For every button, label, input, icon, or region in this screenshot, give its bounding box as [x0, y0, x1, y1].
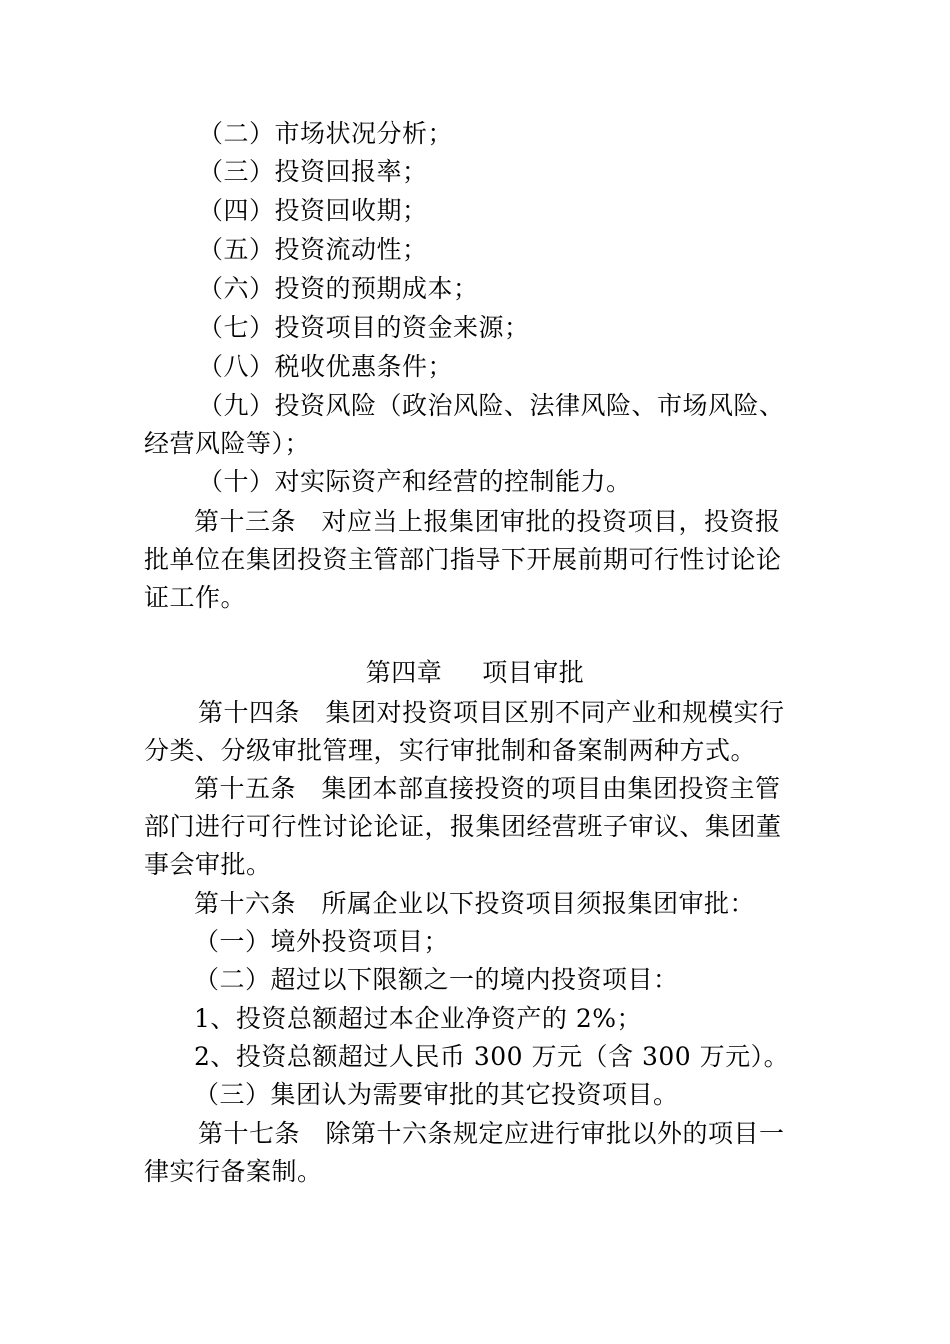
- list-item: 2、投资总额超过人民币 300 万元（含 300 万元）。: [194, 1042, 790, 1071]
- article-13-line-3: 证工作。: [144, 583, 247, 612]
- article-15-line-3: 事会审批。: [144, 850, 272, 879]
- article-14: 第十四条 集团对投资项目区别不同产业和规模实行: [198, 698, 785, 727]
- article-17: 第十七条 除第十六条规定应进行审批以外的项目一: [198, 1119, 785, 1148]
- list-item: （三）集团认为需要审批的其它投资项目。: [194, 1080, 679, 1109]
- chapter-title: 项目审批: [482, 658, 585, 687]
- list-item: 1、投资总额超过本企业净资产的 2%；: [194, 1004, 643, 1033]
- list-item: （二）市场状况分析；: [198, 119, 454, 148]
- list-item: （八）税收优惠条件；: [198, 352, 454, 381]
- article-14-line-2: 分类、分级审批管理，实行审批制和备案制两种方式。: [144, 736, 757, 765]
- article-17-line-2: 律实行备案制。: [144, 1157, 323, 1186]
- list-item: （五）投资流动性；: [198, 235, 428, 264]
- chapter-heading: [0, 658, 950, 688]
- list-item: （一）境外投资项目；: [194, 927, 450, 956]
- article-13-line-2: 批单位在集团投资主管部门指导下开展前期可行性讨论论: [144, 545, 782, 574]
- article-15: 第十五条 集团本部直接投资的项目由集团投资主管: [194, 774, 781, 803]
- article-15-line-2: 部门进行可行性讨论论证，报集团经营班子审议、集团董: [144, 812, 782, 841]
- list-item-continuation: 经营风险等）；: [144, 429, 311, 458]
- list-item: （二）超过以下限额之一的境内投资项目：: [194, 965, 679, 994]
- list-item: （六）投资的预期成本；: [198, 274, 479, 303]
- list-item: （十）对实际资产和经营的控制能力。: [198, 467, 632, 496]
- list-item: （七）投资项目的资金来源；: [198, 313, 530, 342]
- list-item: （三）投资回报率；: [198, 157, 428, 186]
- list-item: （九）投资风险（政治风险、法律风险、市场风险、: [198, 391, 785, 420]
- article-13: 第十三条 对应当上报集团审批的投资项目，投资报: [194, 507, 781, 536]
- chapter-number: 第四章: [365, 658, 443, 687]
- article-16: 第十六条 所属企业以下投资项目须报集团审批：: [194, 889, 756, 918]
- list-item: （四）投资回收期；: [198, 196, 428, 225]
